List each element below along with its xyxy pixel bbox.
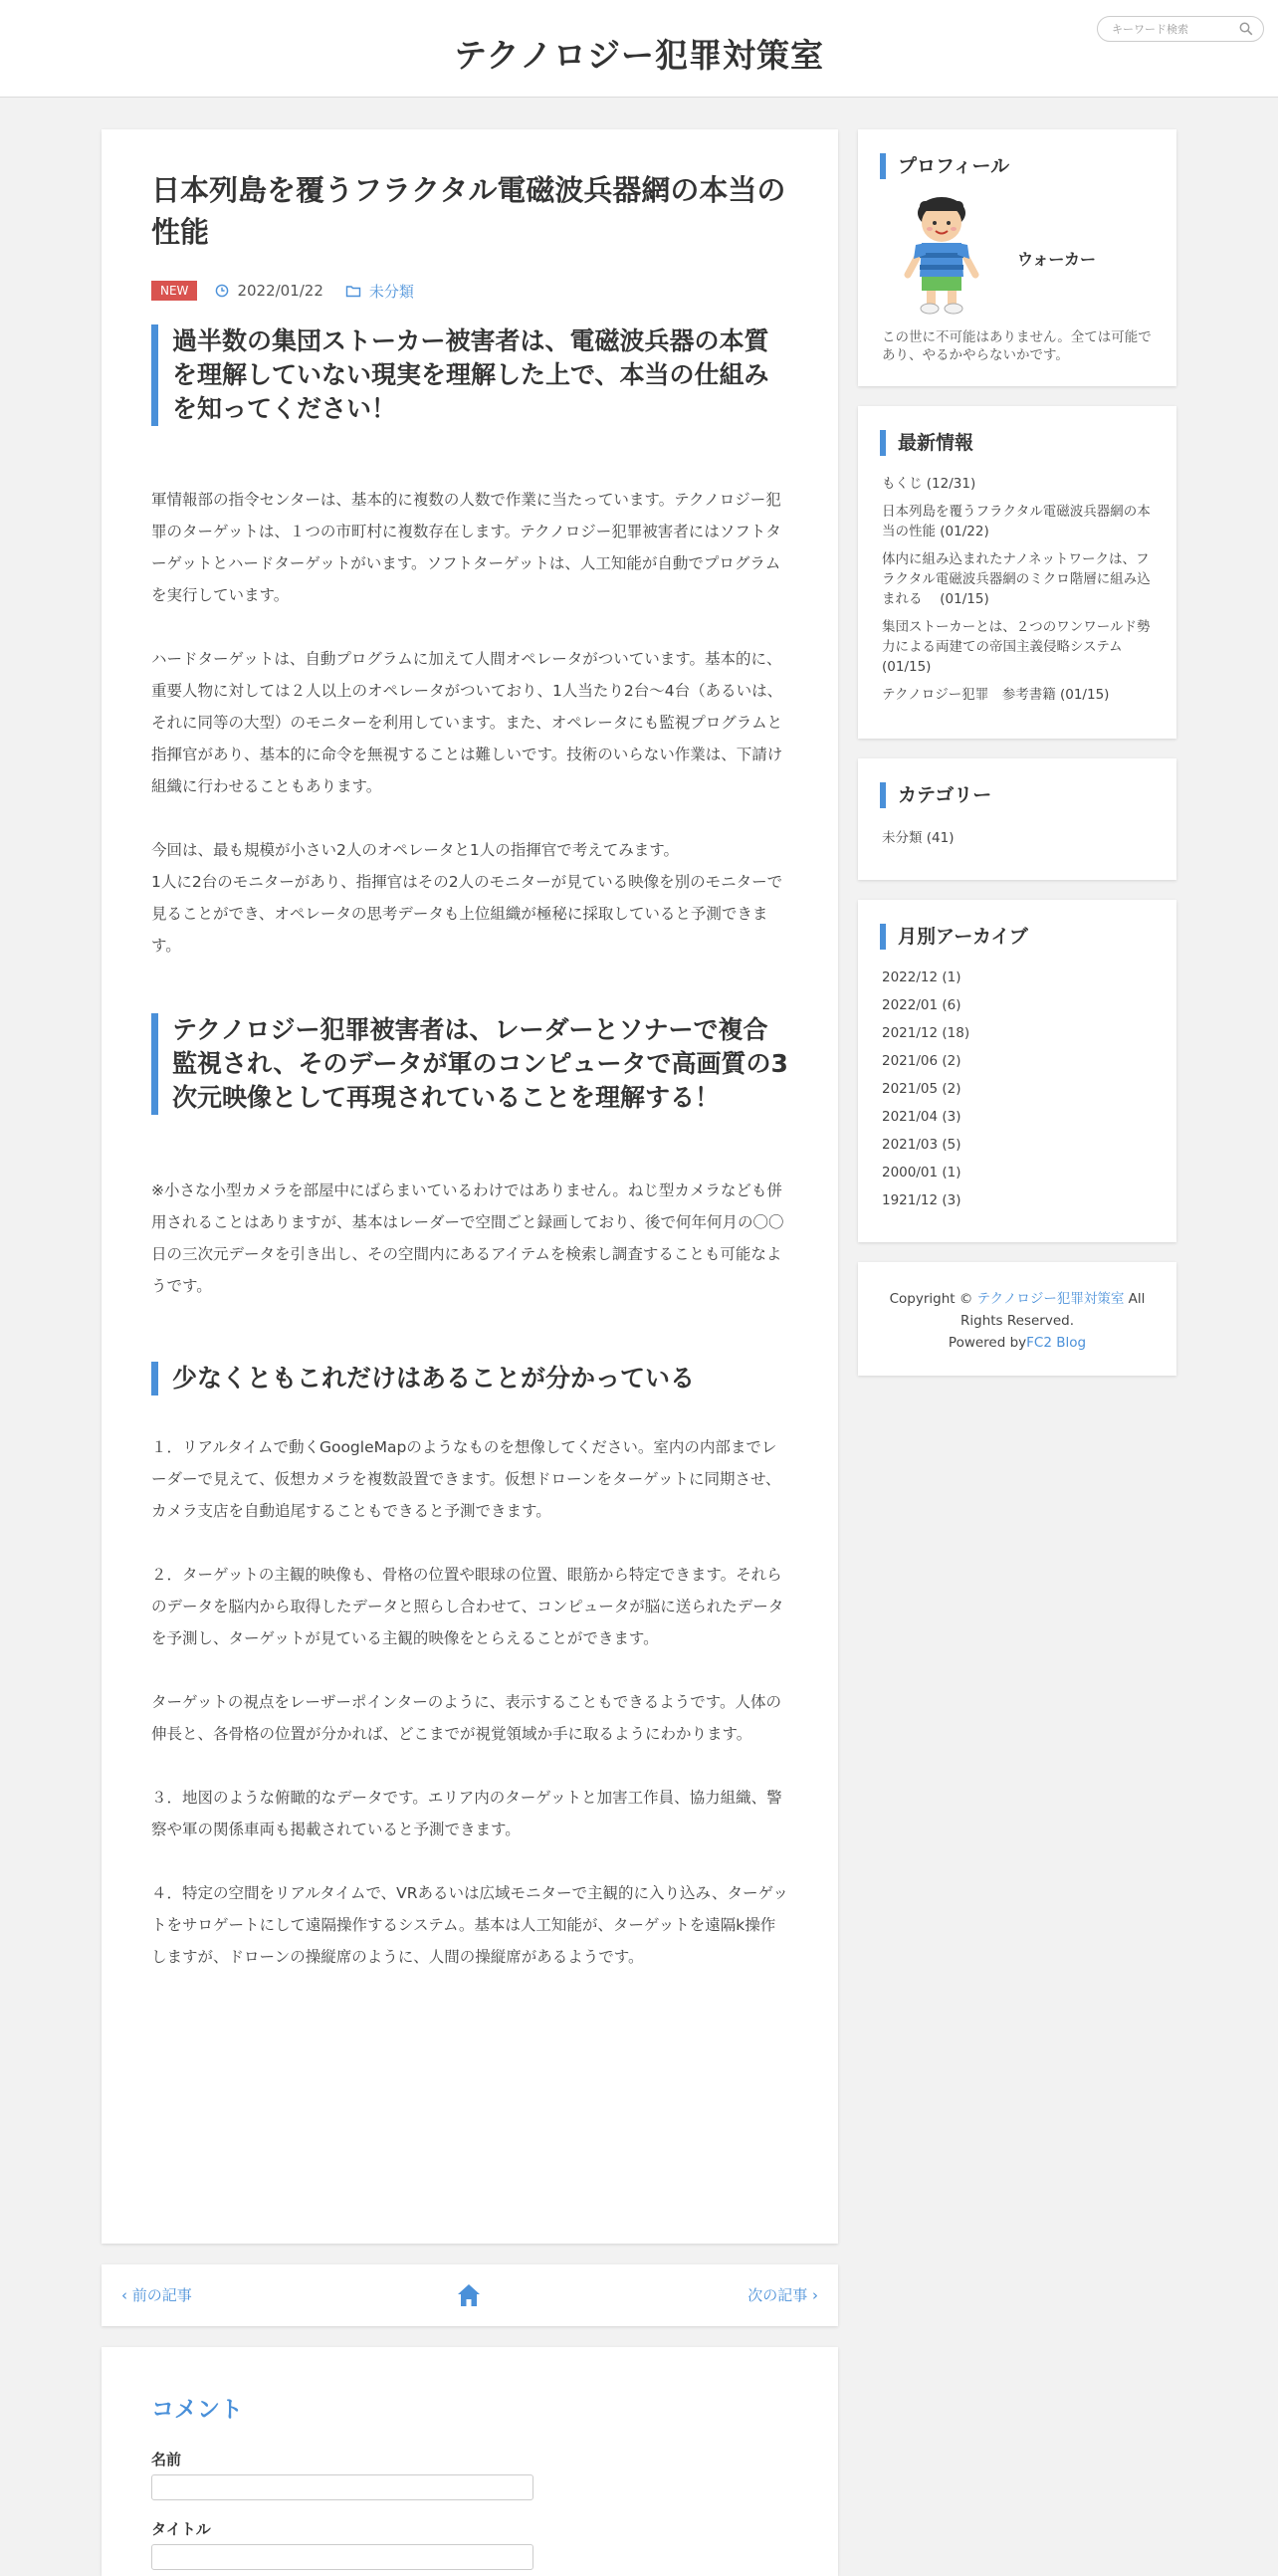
- list-item[interactable]: 1921/12 (3): [882, 1192, 961, 1208]
- list-item[interactable]: 2021/04 (3): [882, 1109, 961, 1125]
- list-item[interactable]: 2022/12 (1): [882, 969, 961, 985]
- article-date: [215, 282, 322, 300]
- list-item[interactable]: 2021/06 (2): [882, 1053, 961, 1069]
- copyright-site-link[interactable]: テクノロジー犯罪対策室: [976, 1291, 1125, 1307]
- copyright-prefix: Copyright ©: [889, 1291, 973, 1307]
- title-label: タイトル: [151, 2520, 211, 2538]
- copyright: [876, 1288, 1159, 1354]
- archive-title: 月別アーカイブ: [880, 924, 1028, 950]
- archive-list: [882, 967, 1157, 1218]
- article-category[interactable]: [345, 281, 414, 302]
- article-paragraph: ２．ターゲットの主観的映像も、骨格の位置や眼球の位置、眼筋から特定できます。それらのデータを脳内から取得したデータと照らし合わせて、コンピュータが脳に送られたデータを予測し、ターゲットが見ている主観的映像をとらえることができます。: [151, 1566, 784, 1647]
- avatar: [892, 193, 991, 317]
- recent-list: [882, 474, 1157, 713]
- list-item[interactable]: 体内に組み込まれたナノネットワークは、フラクタル電磁波兵器網のミクロ階層に組み込まれる (01/15): [882, 551, 1151, 607]
- article-card: [102, 129, 838, 2244]
- search-input[interactable]: [1112, 21, 1231, 37]
- pager: [102, 2264, 838, 2326]
- recent-widget: [858, 406, 1176, 739]
- article-paragraph: 軍情報部の指令センターは、基本的に複数の人数で作業に当たっています。テクノロジー犯罪のターゲットは、１つの市町村に複数存在します。テクノロジー犯罪被害者にはソフトターゲットとハードターゲットがいます。ソフトターゲットは、人工知能が自動でプログラムを実行しています。: [151, 491, 781, 604]
- comment-title: コメント: [151, 2397, 243, 2423]
- list-item[interactable]: 未分類 (41): [882, 830, 955, 846]
- list-item[interactable]: 2021/03 (5): [882, 1137, 961, 1153]
- new-badge: NEW: [151, 281, 197, 301]
- article-paragraph: ３．地図のような俯瞰的なデータです。エリア内のターゲットと加害工作員、協力組織、警察や軍の関係車両も掲載されていると予測できます。: [151, 1789, 782, 1838]
- list-item[interactable]: 2000/01 (1): [882, 1165, 961, 1181]
- list-item[interactable]: もくじ (12/31): [882, 476, 976, 492]
- recent-title: 最新情報: [880, 430, 973, 456]
- prev-article-link[interactable]: [121, 2284, 192, 2305]
- powered-prefix: Powered by: [948, 1335, 1027, 1351]
- section-heading: 過半数の集団ストーカー被害者は、電磁波兵器の本質を理解していない現実を理解した上で、本当の仕組みを知ってください！: [151, 324, 788, 426]
- footer-widget: [858, 1262, 1176, 1376]
- article-date-text: 2022/01/22: [237, 282, 323, 300]
- title-input[interactable]: [151, 2544, 533, 2570]
- article-paragraph: ※小さな小型カメラを部屋中にばらまいているわけではありません。ねじ型カメラなども併用されることはありますが、基本はレーダーで空間ごと録画しており、後で何年何月の〇〇日の三次元データを引き出し、その空間内にあるアイテムを検索し調査することも可能なようです。: [151, 1181, 784, 1295]
- copyright-suffix: All Rights Reserved.: [960, 1291, 1146, 1329]
- article-paragraph: 今回は、最も規模が小さい2人のオペレータと1人の指揮官で考えてみます。 1人に2台のモニターがあり、指揮官はその2人のモニターが見ている映像を別のモニターで見ることができ、オペレータの思考データも上位組織が極秘に採取していると予測できます。: [151, 841, 783, 955]
- clock-icon: [215, 284, 229, 298]
- site-header: [0, 0, 1278, 98]
- next-article-label: 次の記事: [747, 2286, 808, 2304]
- list-item[interactable]: 2022/01 (6): [882, 997, 961, 1013]
- article-paragraph: ４．特定の空間をリアルタイムで、VRあるいは広域モニターで主観的に入り込み、ターゲットをサロゲートにして遠隔操作するシステム。基本は人工知能が、ターゲットを遠隔k操作しますが、ドローンの操縦席のように、人間の操縦席があるようです。: [151, 1884, 788, 1966]
- site-title[interactable]: テクノロジー犯罪対策室: [453, 36, 825, 75]
- article-paragraph: ターゲットの視点をレーザーポインターのように、表示することもできるようです。人体の伸長と、各骨格の位置が分かれば、どこまでが視覚領域か手に取るようにわかります。: [151, 1693, 782, 1743]
- list-item[interactable]: 2021/12 (18): [882, 1025, 970, 1041]
- list-item[interactable]: テクノロジー犯罪 参考書籍 (01/15): [882, 687, 1110, 703]
- archive-widget: [858, 900, 1176, 1242]
- category-list: [882, 828, 1157, 856]
- article-content: [151, 324, 788, 1973]
- search-icon[interactable]: [1239, 22, 1253, 36]
- article-paragraph: １．リアルタイムで動くGoogleMapのようなものを想像してください。室内の内部までレーダーで見えて、仮想カメラを複数設置できます。仮想ドローンをターゲットに同期させ、カメラ支店を自動追尾することもできると予測できます。: [151, 1438, 781, 1520]
- search-box[interactable]: [1097, 16, 1264, 42]
- category-title: カテゴリー: [880, 782, 991, 808]
- chevron-left-icon: ‹: [121, 2286, 132, 2304]
- comment-form: [102, 2347, 838, 2576]
- category-widget: [858, 758, 1176, 880]
- article-title: 日本列島を覆うフラクタル電磁波兵器網の本当の性能: [151, 173, 786, 249]
- profile-widget: [858, 129, 1176, 386]
- section-heading: 少なくともこれだけはあることが分かっている: [151, 1362, 788, 1395]
- folder-icon: [345, 284, 361, 298]
- list-item[interactable]: 2021/05 (2): [882, 1081, 961, 1097]
- article-category-link[interactable]: 未分類: [368, 282, 414, 301]
- article-meta: [151, 279, 788, 303]
- article-body: [151, 169, 788, 1973]
- article-paragraph: ハードターゲットは、自動プログラムに加えて人間オペレータがついています。基本的に、重要人物に対しては２人以上のオペレータがついており、1人当たり2台～4台（あるいは、それに同等の大型）のモニターを利用しています。また、オペレータにも監視プログラムと指揮官があり、基本的に命令を無視することは難しいです。技術のいらない作業は、下請け組織に行わせることもあります。: [151, 650, 783, 795]
- chevron-right-icon: ›: [807, 2286, 818, 2304]
- list-item[interactable]: 日本列島を覆うフラクタル電磁波兵器網の本当の性能 (01/22): [882, 504, 1151, 539]
- section-heading: テクノロジー犯罪被害者は、レーダーとソナーで複合監視され、そのデータが軍のコンピュータで高画質の3次元映像として再現されていることを理解する！: [151, 1013, 788, 1115]
- fc2-blog-link[interactable]: FC2 Blog: [1026, 1335, 1087, 1351]
- prev-article-label: 前の記事: [131, 2286, 192, 2304]
- profile-title: プロフィール: [880, 153, 1009, 179]
- name-input[interactable]: [151, 2474, 533, 2500]
- list-item[interactable]: 集団ストーカーとは、２つのワンワールド勢力による両建ての帝国主義侵略システム (01/15): [882, 619, 1151, 675]
- home-icon[interactable]: [455, 2281, 483, 2309]
- profile-description: この世に不可能はありません。全ては可能であり、やるかやらないかです。: [882, 329, 1152, 363]
- next-article-link[interactable]: [747, 2284, 818, 2305]
- name-label: 名前: [151, 2451, 182, 2469]
- profile-name: ウォーカー: [1017, 250, 1097, 269]
